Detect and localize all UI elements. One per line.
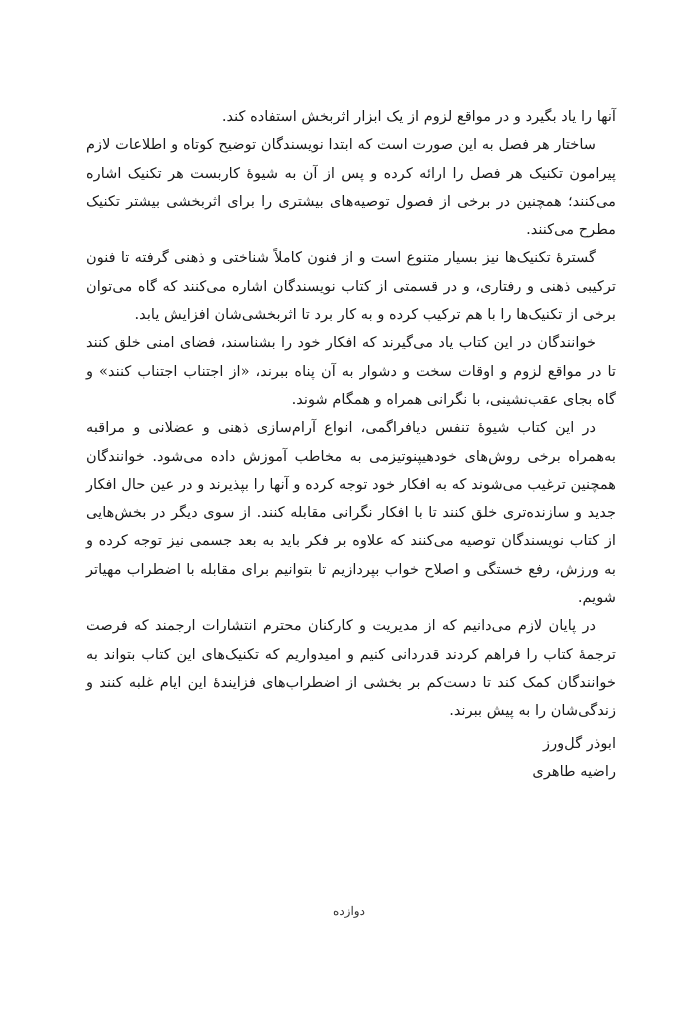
signature-translator-1: ابوذر گل‌ورز	[543, 734, 616, 752]
signature-translator-2: راضیه طاهری	[532, 762, 616, 780]
paragraph-chapter-structure: ساختار هر فصل به این صورت است که ابتدا نویسندگان توضیح کوتاه و اطلاعات لازم پیرامون تکنیک هر فصل را ارائه کرده و پس از آن به شیوهٔ کاربست هر تکنیک اشاره می‌کنند؛ همچنین در برخی از فصول توصیه‌های بیشتری را برای اثربخشی بیشتر تکنیک مطرح می‌کنند.	[86, 136, 616, 239]
paragraph-continuation: آنها را یاد بگیرد و در مواقع لزوم از یک ابزار اثربخش استفاده کند.	[221, 108, 616, 125]
body-text	[86, 103, 616, 786]
translator-signatures	[86, 730, 616, 787]
paragraph-acknowledgment: در پایان لازم می‌دانیم که از مدیریت و کارکنان محترم انتشارات ارجمند که فرصت ترجمهٔ کتاب را فراهم کردند قدردانی کنیم و امیدواریم که تکنیک‌های این کتاب بتواند به خوانندگان کمک کند تا دست‌کم بر بخشی از اضطراب‌های فزایندهٔ این ایام غلبه کنند و زندگی‌شان را به پیش ببرند.	[86, 617, 616, 720]
page-number: دوازده	[333, 904, 365, 918]
paragraph-technique-range: گسترهٔ تکنیک‌ها نیز بسیار متنوع است و از فنون کاملاً شناختی و ذهنی گرفته تا فنون ترکیبی ذهنی و رفتاری، و در قسمتی از کتاب نویسندگان اشاره می‌کنند که گاه می‌توان برخی از تکنیک‌ها را با هم ترکیب کرده و به کار برد تا اثربخشی‌شان افزایش یابد.	[86, 249, 616, 324]
paragraph-breathing-relaxation: در این کتاب شیوهٔ تنفس دیافراگمی، انواع آرام‌سازی ذهنی و عضلانی و مراقبه به‌همراه برخی روش‌های خودهیپنوتیزمی به مخاطب آموزش داده می‌شود. خوانندگان همچنین ترغیب می‌شوند که به افکار خود توجه کرده و آنها را بپذیرند و در عین حال افکار جدید و سازنده‌تری خلق کنند تا با افکار نگرانی مقابله کنند. از سوی دیگر در بخش‌هایی از کتاب نویسندگان توصیه می‌کنند که علاوه بر فکر باید به بعد جسمی نیز توجه کرده و به ورزش، رفع خستگی و اصلاح خواب بپردازیم تا بتوانیم برای مقابله با اضطراب مهیاتر شویم.	[86, 419, 616, 607]
paragraph-reader-learning: خوانندگان در این کتاب یاد می‌گیرند که افکار خود را بشناسند، فضای امنی خلق کنند تا در مواقع لزوم و اوقات سخت و دشوار به آن پناه ببرند، «از اجتناب اجتناب کنند» و گاه بجای عقب‌نشینی، با نگرانی همراه و همگام شوند.	[86, 334, 616, 408]
